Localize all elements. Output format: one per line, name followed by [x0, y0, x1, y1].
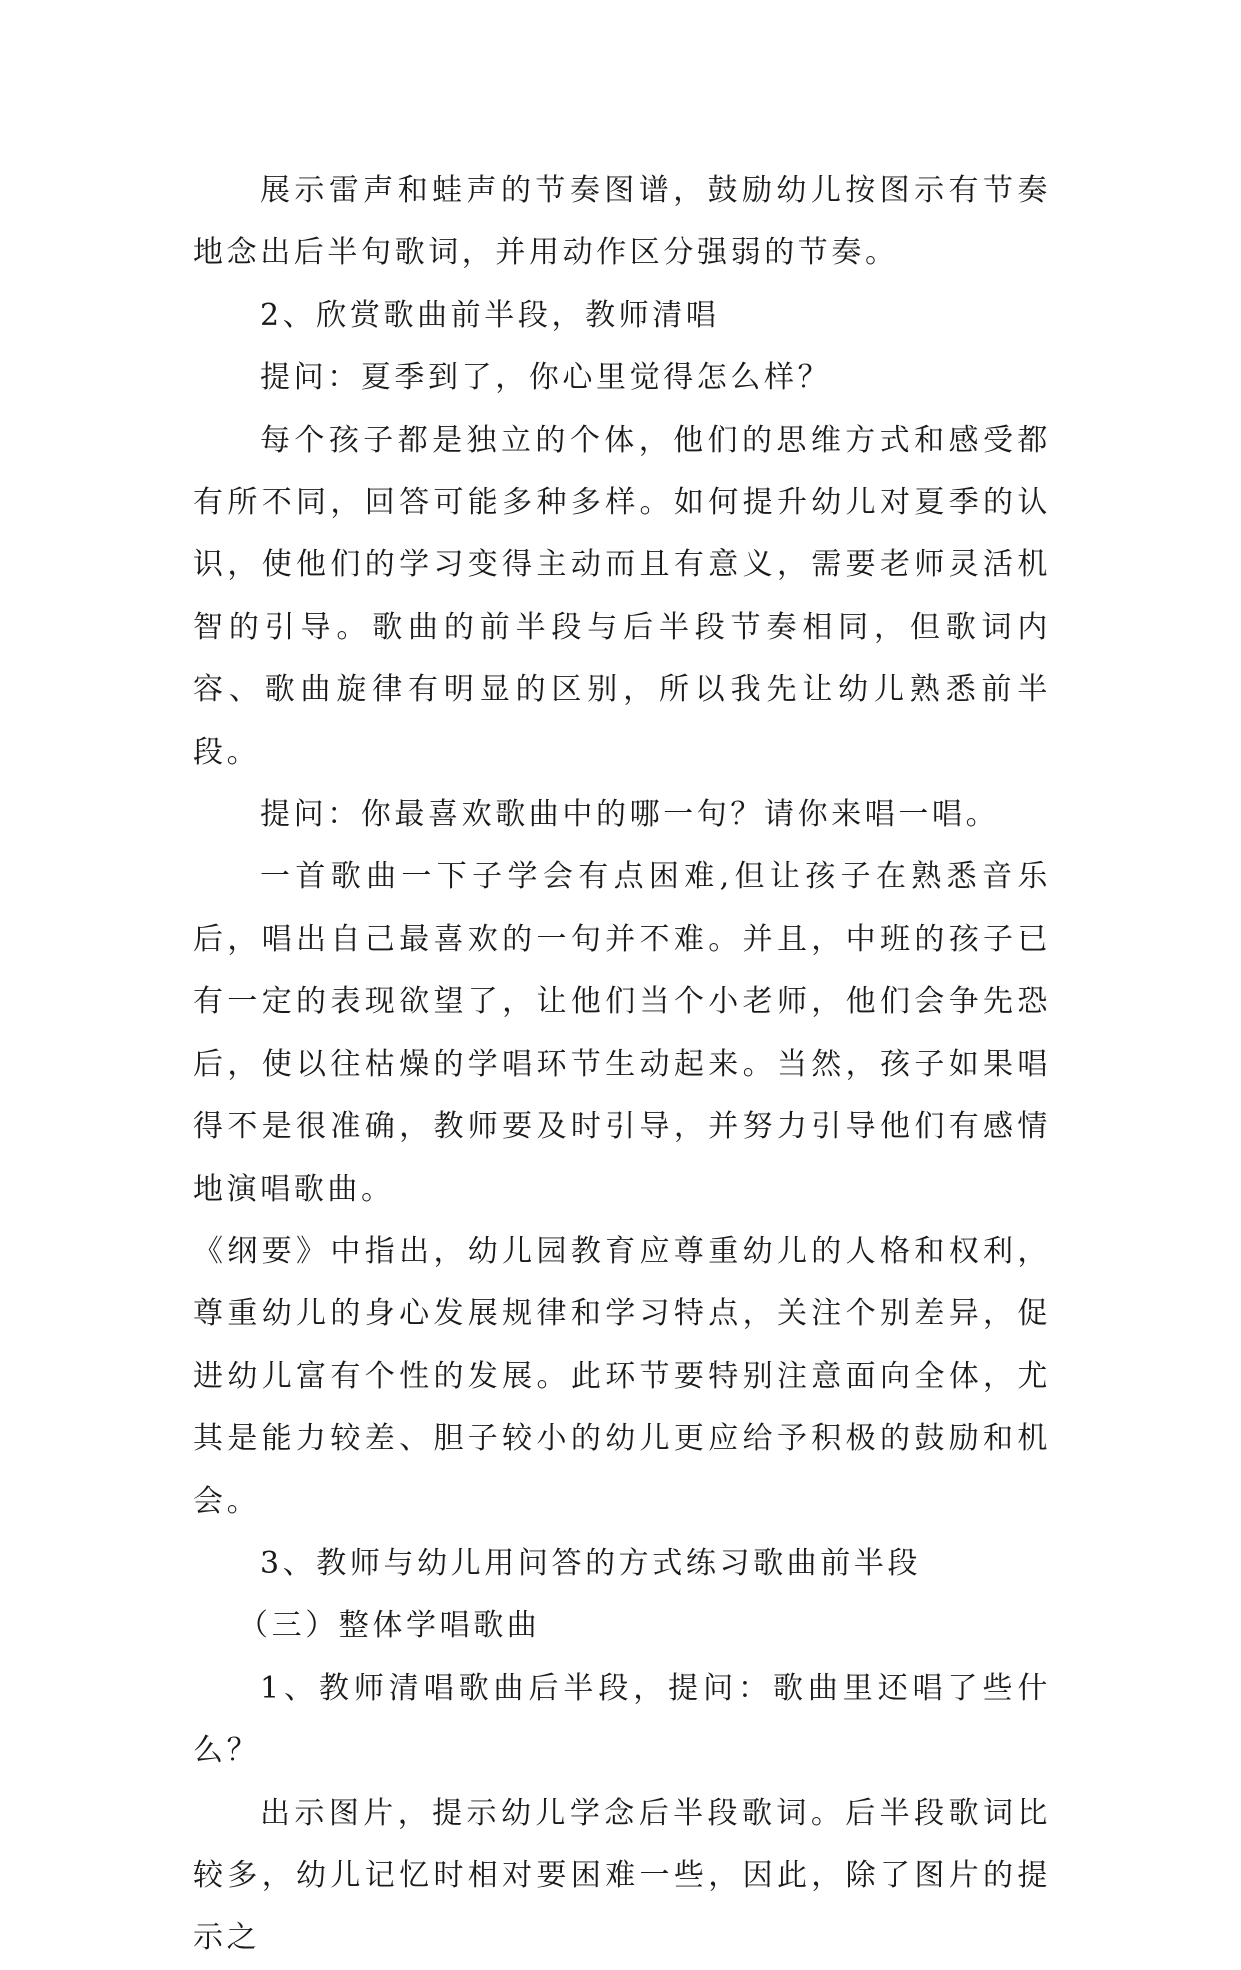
paragraph-rhythm-chart: 展示雷声和蛙声的节奏图谱，鼓励幼儿按图示有节奏地念出后半句歌词，并用动作区分强弱的节奏。 — [193, 173, 1051, 271]
paragraph-show-pictures: 出示图片，提示幼儿学念后半段歌词。后半段歌词比较多，幼儿记忆时相对要困难一些，因此，除了图片的提示之 — [193, 1795, 1051, 1956]
document-body — [193, 160, 1051, 1970]
paragraph-question-summer: 提问：夏季到了，你心里觉得怎么样？ — [260, 360, 832, 396]
paragraph-step-1-question: 1、教师清唱歌曲后半段，提问：歌曲里还唱了些什么？ — [193, 1670, 1051, 1769]
paragraph-learning-song: 一首歌曲一下子学会有点困难,但让孩子在熟悉音乐后，唱出自己最喜欢的一句并不难。并且，中班的孩子已有一定的表现欲望了，让他们当个小老师，他们会争先恐后，使以往枯燥的学唱环节生动起来。当然，孩子如果唱得不是很准确，教师要及时引导，并努力引导他们有感情地演唱歌曲。 — [193, 859, 1051, 1207]
paragraph-child-individuality: 每个孩子都是独立的个体，他们的思维方式和感受都有所不同，回答可能多种多样。如何提升幼儿对夏季的认识，使他们的学习变得主动而且有意义，需要老师灵活机智的引导。歌曲的前半段与后半段节奏相同，但歌词内容、歌曲旋律有明显的区别，所以我先让幼儿熟悉前半段。 — [193, 422, 1051, 770]
paragraph-guidelines: 《纲要》中指出，幼儿园教育应尊重幼儿的人格和权利，尊重幼儿的身心发展规律和学习特点，关注个别差异，促进幼儿富有个性的发展。此环节要特别注意面向全体，尤其是能力较差、胆子较小的幼儿更应给予积极的鼓励和机会。 — [193, 1233, 1051, 1519]
paragraph-step-3-heading: 3、教师与幼儿用问答的方式练习歌曲前半段 — [260, 1545, 922, 1581]
section-heading-3: （三）整体学唱歌曲 — [238, 1608, 541, 1644]
paragraph-step-2-heading: 2、欣赏歌曲前半段，教师清唱 — [260, 297, 720, 333]
paragraph-question-favorite-line: 提问：你最喜欢歌曲中的哪一句？请你来唱一唱。 — [260, 797, 1000, 833]
